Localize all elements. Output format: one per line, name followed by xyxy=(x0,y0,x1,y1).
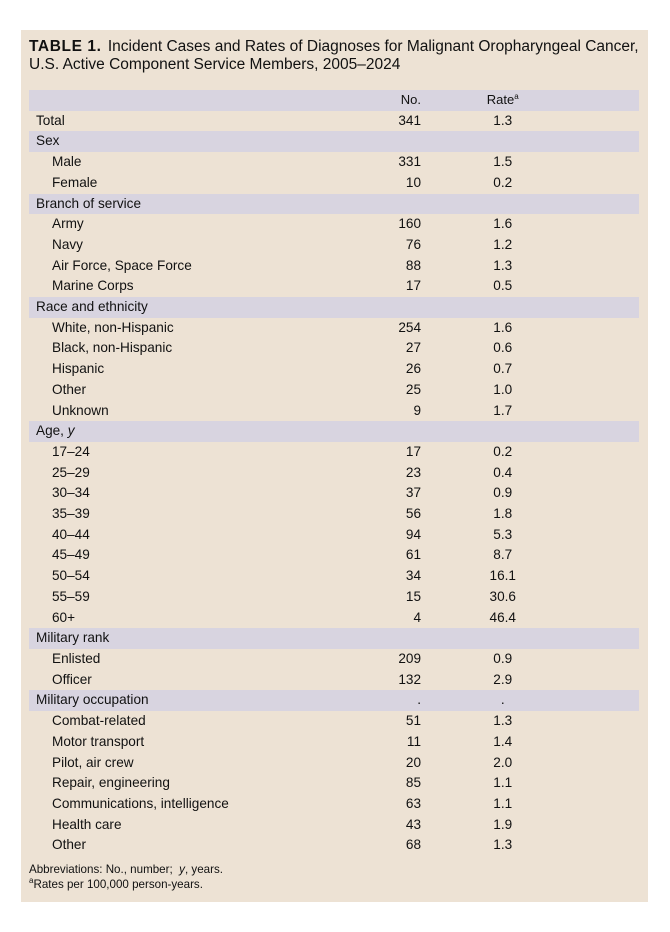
table-row xyxy=(29,732,639,753)
table-row xyxy=(29,753,639,774)
row-rate: 5.3 xyxy=(493,526,513,542)
row-label: 60+ xyxy=(52,609,76,625)
row-no: 132 xyxy=(398,671,422,687)
table-row xyxy=(29,463,639,484)
section-rate xyxy=(421,628,584,649)
row-rate: 1.4 xyxy=(493,733,513,749)
table-row xyxy=(29,152,639,173)
row-label: Unknown xyxy=(52,402,109,418)
row-label: 25–29 xyxy=(52,464,90,480)
table-caption: Incident Cases and Rates of Diagnoses for Malignant Oropharyngeal Cancer, U.S. Active Component Service Members, 2005–2024 xyxy=(29,38,639,73)
row-no: 10 xyxy=(405,174,422,190)
row-label: 50–54 xyxy=(52,568,90,584)
section-rate xyxy=(421,194,584,215)
row-label: Enlisted xyxy=(52,650,101,666)
row-label: Marine Corps xyxy=(52,278,134,294)
row-label: White, non-Hispanic xyxy=(52,319,174,335)
table-row xyxy=(29,773,639,794)
row-label: 35–39 xyxy=(52,506,90,522)
row-label: 30–34 xyxy=(52,485,90,501)
row-label: 40–44 xyxy=(52,526,90,542)
row-rate: 2.0 xyxy=(493,754,513,770)
table-row xyxy=(29,835,639,856)
abbreviations-note: Abbreviations: No., number; y, years. xyxy=(29,863,223,876)
table-row xyxy=(29,608,639,629)
data-table xyxy=(29,90,639,856)
row-label: Health care xyxy=(52,816,122,832)
row-rate: 1.1 xyxy=(493,795,513,811)
row-rate: 30.6 xyxy=(489,588,516,604)
row-no: 68 xyxy=(405,837,422,853)
row-label: Motor transport xyxy=(52,733,145,749)
row-label: Combat-related xyxy=(52,713,146,729)
header-rate: Rate$^a$ xyxy=(421,90,584,111)
row-no: 43 xyxy=(405,816,422,832)
row-rate: 0.2 xyxy=(493,443,513,459)
row-label: 55–59 xyxy=(52,588,90,604)
row-no: 4 xyxy=(413,609,422,625)
section-label: Military rank xyxy=(29,628,382,649)
row-label: Repair, engineering xyxy=(52,775,170,791)
row-no: 76 xyxy=(405,236,422,252)
row-no: 26 xyxy=(405,361,422,377)
row-label: Officer xyxy=(52,671,92,687)
table-row xyxy=(29,566,639,587)
row-rate: 1.6 xyxy=(493,216,513,232)
row-label: Air Force, Space Force xyxy=(52,257,192,273)
row-no: 85 xyxy=(405,775,422,791)
table-row xyxy=(29,711,639,732)
row-rate: 0.7 xyxy=(493,361,513,377)
row-rate: 0.5 xyxy=(493,278,513,294)
row-no: 34 xyxy=(405,568,422,584)
row-no: 61 xyxy=(405,547,422,563)
section-label: Sex xyxy=(29,131,382,152)
section-rate xyxy=(421,131,584,152)
table-row xyxy=(29,359,639,380)
row-no: 51 xyxy=(405,713,422,729)
section-no xyxy=(382,297,421,318)
row-no: 11 xyxy=(406,733,422,749)
row-no: 23 xyxy=(405,464,422,480)
section-no xyxy=(382,628,421,649)
table-row xyxy=(29,794,639,815)
row-rate: 1.1 xyxy=(493,775,513,791)
row-rate: 0.9 xyxy=(493,650,513,666)
table-panel xyxy=(21,30,648,902)
section-header-row xyxy=(29,628,639,649)
row-no: 88 xyxy=(405,257,422,273)
row-no: 20 xyxy=(405,754,422,770)
row-no: 341 xyxy=(398,112,422,128)
table-row xyxy=(29,525,639,546)
section-rate: . xyxy=(421,690,584,711)
row-rate: 1.3 xyxy=(493,837,513,853)
row-no: 37 xyxy=(405,485,422,501)
row-rate: 1.7 xyxy=(493,402,513,418)
table-row xyxy=(29,338,639,359)
table-row xyxy=(29,256,639,277)
row-rate: 1.3 xyxy=(493,713,513,729)
section-label: Branch of service xyxy=(29,194,382,215)
row-no: 15 xyxy=(405,588,422,604)
row-no: 94 xyxy=(405,526,422,542)
section-rate xyxy=(421,421,584,442)
section-no: . xyxy=(382,690,421,711)
row-rate: 1.8 xyxy=(493,506,513,522)
row-label: 45–49 xyxy=(52,547,90,563)
rate-footnote-marker: a xyxy=(514,92,519,101)
row-rate: 1.3 xyxy=(493,112,513,128)
row-no: 27 xyxy=(405,340,422,356)
row-rate: 0.9 xyxy=(493,485,513,501)
table-row xyxy=(29,380,639,401)
section-header-row xyxy=(29,421,639,442)
row-rate: 1.3 xyxy=(493,257,513,273)
table-title xyxy=(29,38,644,74)
row-label: Male xyxy=(52,154,82,170)
table-number: TABLE 1. xyxy=(29,38,102,55)
row-no: 56 xyxy=(405,506,422,522)
row-label: Female xyxy=(52,174,98,190)
table-row xyxy=(29,442,639,463)
table-row xyxy=(29,545,639,566)
table-row xyxy=(29,235,639,256)
section-no xyxy=(382,421,421,442)
row-rate: 2.9 xyxy=(493,671,513,687)
row-label: Navy xyxy=(52,236,83,252)
row-rate: 1.2 xyxy=(493,236,513,252)
row-rate: 1.0 xyxy=(493,381,513,397)
row-no: 331 xyxy=(398,154,422,170)
table-row xyxy=(29,401,639,422)
row-rate: 1.9 xyxy=(493,816,513,832)
row-label: Communications, intelligence xyxy=(52,795,229,811)
table-row xyxy=(29,649,639,670)
rates-note: $^a$Rates per 100,000 person-years. xyxy=(29,876,203,891)
row-label: Other xyxy=(52,837,86,853)
row-no: 254 xyxy=(398,319,422,335)
section-no xyxy=(382,131,421,152)
row-no: 9 xyxy=(413,402,422,418)
row-label: Black, non-Hispanic xyxy=(52,340,173,356)
table-row xyxy=(29,504,639,525)
row-rate: 46.4 xyxy=(489,609,516,625)
table-header-row xyxy=(29,90,639,111)
row-no: 17 xyxy=(405,278,422,294)
section-header-row xyxy=(29,297,639,318)
row-label: 17–24 xyxy=(52,443,90,459)
row-label: Pilot, air crew xyxy=(52,754,134,770)
row-rate: 0.2 xyxy=(493,174,513,190)
row-rate: 1.5 xyxy=(493,154,513,170)
row-label: Other xyxy=(52,381,86,397)
row-label: Hispanic xyxy=(52,361,105,377)
row-no: 209 xyxy=(398,650,422,666)
row-label: Total xyxy=(36,112,65,128)
section-label: Age, y xyxy=(29,421,382,442)
section-header-row xyxy=(29,690,639,711)
section-header-row xyxy=(29,131,639,152)
table-row xyxy=(29,670,639,691)
total-row xyxy=(29,111,639,132)
row-rate: 0.4 xyxy=(493,464,513,480)
table-row xyxy=(29,483,639,504)
section-header-row xyxy=(29,194,639,215)
header-no: No. xyxy=(382,90,421,111)
row-label: Army xyxy=(52,216,84,232)
table-row xyxy=(29,173,639,194)
row-no: 160 xyxy=(398,216,422,232)
section-label: Race and ethnicity xyxy=(29,297,382,318)
row-rate: 8.7 xyxy=(493,547,513,563)
row-no: 17 xyxy=(405,443,422,459)
section-no xyxy=(382,194,421,215)
row-no: 63 xyxy=(405,795,422,811)
section-rate xyxy=(421,297,584,318)
row-rate: 1.6 xyxy=(493,319,513,335)
row-rate: 0.6 xyxy=(493,340,513,356)
table-row xyxy=(29,815,639,836)
table-row xyxy=(29,276,639,297)
section-label: Military occupation xyxy=(29,690,382,711)
table-row xyxy=(29,587,639,608)
row-no: 25 xyxy=(405,381,422,397)
table-row xyxy=(29,214,639,235)
row-rate: 16.1 xyxy=(489,568,516,584)
table-row xyxy=(29,318,639,339)
